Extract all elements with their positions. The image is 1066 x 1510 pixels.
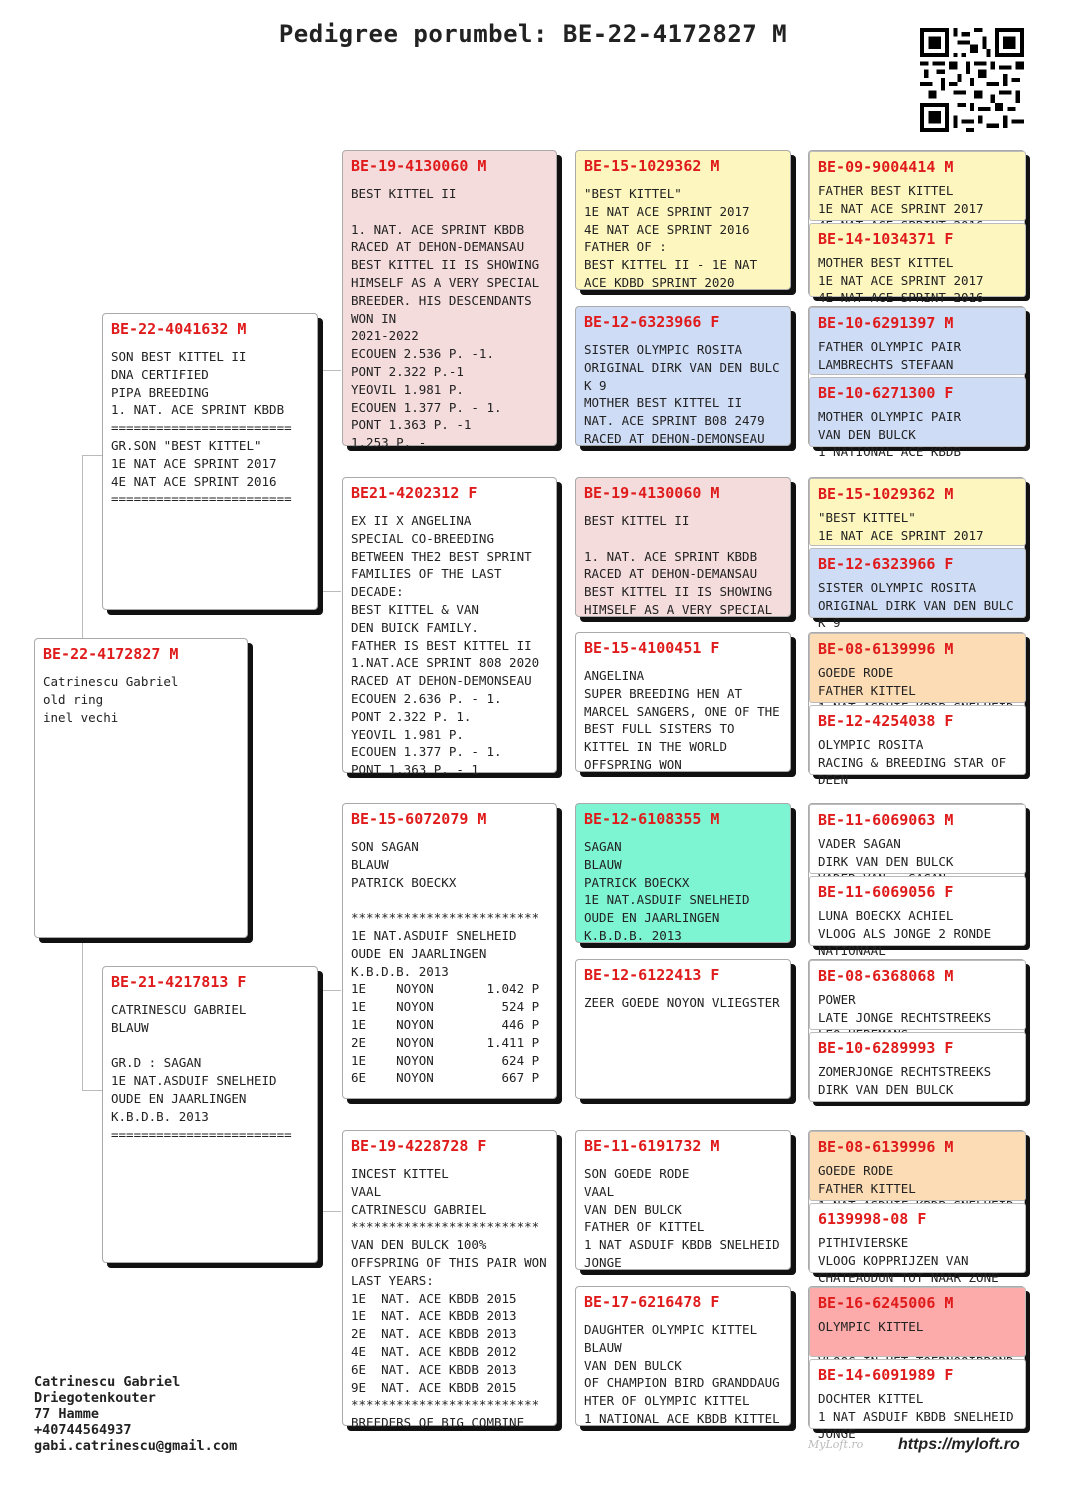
pigeon-notes: VADER SAGAN DIRK VAN DEN BULCK xyxy=(818,836,954,869)
ring-number: BE-19-4130060 M xyxy=(584,484,720,502)
connector xyxy=(82,940,83,1090)
pigeon-notes: FATHER BEST KITTEL 1E NAT ACE SPRINT 2017 xyxy=(818,183,984,216)
ring-number: BE-14-6091989 F xyxy=(818,1366,954,1384)
gen4-card[interactable] xyxy=(809,804,1026,874)
pigeon-notes: INCEST KITTEL VAAL CATRINESCU GABRIEL ************************* VAN DEN BULCK 100% OFFSPRING OF THIS PAIR WON LAST YEARS: 1E NAT. ACE KBDB 2015 1E NAT. ACE KBDB 2013 2E NAT. ACE KBDB 2013 4E NAT. ACE KBDB 2012 6E NAT. ACE KBDB 2013 9E NAT. ACE KBDB 2015 ************************* BREEDERS OF BIG COMBINE xyxy=(351,1166,547,1431)
ring-number: BE-15-1029362 M xyxy=(818,485,954,503)
great-grandparent-card[interactable] xyxy=(575,1130,791,1270)
pigeon-notes: GOEDE RODE FATHER KITTEL xyxy=(818,665,916,698)
ring-number: BE-22-4041632 M xyxy=(111,320,247,338)
gen4-card[interactable] xyxy=(809,1203,1026,1285)
pigeon-notes: GOEDE RODE FATHER KITTEL xyxy=(818,1163,916,1196)
pigeon-notes: ZOMERJONGE RECHTSTREEKS DIRK VAN DEN BULCK xyxy=(818,1064,992,1097)
pigeon-notes: PITHIVIERSKE VLOOG KOPPRIJZEN VAN CHATEAUDUN TOT NAAR ZONE xyxy=(818,1235,999,1285)
ring-number: BE-15-1029362 M xyxy=(584,157,720,175)
gen4-card[interactable] xyxy=(809,876,1026,958)
grandparent-card[interactable] xyxy=(342,150,557,451)
ring-number: BE-11-6069063 M xyxy=(818,811,954,829)
gen4-card[interactable] xyxy=(809,705,1026,787)
ring-number: BE-12-6122413 F xyxy=(584,966,720,984)
connector xyxy=(82,1090,102,1091)
connector xyxy=(82,455,102,456)
gen4-card[interactable] xyxy=(809,1131,1026,1201)
ring-number: BE-19-4228728 F xyxy=(351,1137,487,1155)
pigeon-notes: MOTHER BEST KITTEL 1E NAT ACE SPRINT 2017 4E NAT ACE SPRINT 2016 xyxy=(818,255,984,305)
ring-number: BE-21-4217813 F xyxy=(111,973,247,991)
pigeon-notes: LUNA BOECKX ACHIEL VLOOG ALS JONGE 2 RONDE NATIONAAL xyxy=(818,908,992,958)
ring-number: 6139998-08 F xyxy=(818,1210,927,1228)
gen4-card[interactable] xyxy=(809,548,1026,630)
pigeon-notes: SON BEST KITTEL II DNA CERTIFIED PIPA BREEDING 1. NAT. ACE SPRINT KBDB ======================== GR.SON "BEST KITTEL" 1E NAT ACE SPRINT 2017 4E NAT ACE SPRINT 2016 ======================== xyxy=(111,349,292,507)
great-grandparent-card[interactable] xyxy=(575,959,791,1099)
pigeon-notes: POWER LATE JONGE RECHTSTREEKS xyxy=(818,992,992,1025)
ring-number: BE-12-6323966 F xyxy=(818,555,954,573)
gen4-card[interactable] xyxy=(809,1359,1026,1441)
myloft-logo: MyLoft.ro xyxy=(808,1438,864,1451)
ring-number: BE-15-6072079 M xyxy=(351,810,487,828)
gen4-group xyxy=(808,632,1025,787)
great-grandparent-card[interactable] xyxy=(575,306,791,446)
pigeon-notes: SISTER OLYMPIC ROSITA ORIGINAL DIRK VAN DEN BULC K 9 MOTHER BEST KITTEL II NAT. ACE SPRINT B08 2479 RACED AT DEHON-DEMONSEAU xyxy=(584,342,780,446)
ring-number: BE-10-6271300 F xyxy=(818,384,954,402)
gen4-card[interactable] xyxy=(809,377,1026,459)
ring-number: BE-12-6108355 M xyxy=(584,810,720,828)
ring-number: BE-09-9004414 M xyxy=(818,158,954,176)
pigeon-notes: SON SAGAN BLAUW PATRICK BOECKX ************************* 1E NAT.ASDUIF SNELHEID OUDE EN JAARLINGEN K.B.D.B. 2013 1E NOYON 1.042 P 1E NOYON 524 P 1E NOYON 446 P 2E NOYON 1.411 P 1E NOYON 624 P 6E NOYON 667 P xyxy=(351,839,540,1086)
subject-card[interactable] xyxy=(34,638,248,938)
pigeon-notes: OLYMPIC KITTEL xyxy=(818,1319,924,1334)
ring-number: BE-17-6216478 F xyxy=(584,1293,720,1311)
pigeon-notes: ZEER GOEDE NOYON VLIEGSTER xyxy=(584,995,780,1010)
ring-number: BE-19-4130060 M xyxy=(351,157,487,175)
pigeon-notes: CATRINESCU GABRIEL BLAUW GR.D : SAGAN 1E NAT.ASDUIF SNELHEID OUDE EN JAARLINGEN K.B.D.B. 2013 ======================== xyxy=(111,1002,292,1142)
grandparent-card[interactable] xyxy=(342,1130,557,1431)
pigeon-notes: SISTER OLYMPIC ROSITA ORIGINAL DIRK VAN DEN BULC K 9 xyxy=(818,580,1014,630)
ring-number: BE-11-6191732 M xyxy=(584,1137,720,1155)
pigeon-notes: "BEST KITTEL" 1E NAT ACE SPRINT 2017 4E NAT ACE SPRINT 2016 FATHER OF : BEST KITTEL II - 1E NAT ACE KDBD SPRINT 2020 xyxy=(584,186,758,290)
gen4-group xyxy=(808,150,1025,305)
gen4-card[interactable] xyxy=(809,1032,1026,1102)
parent-card-father[interactable] xyxy=(102,313,318,610)
qr-code xyxy=(920,28,1024,132)
ring-number: BE-10-6291397 M xyxy=(818,314,954,332)
connector xyxy=(82,455,83,640)
ring-number: BE-08-6139996 M xyxy=(818,1138,954,1156)
ring-number: BE-14-1034371 F xyxy=(818,230,954,248)
gen4-group xyxy=(808,803,1025,958)
gen4-card[interactable] xyxy=(809,223,1026,305)
ring-number: BE-15-4100451 F xyxy=(584,639,720,657)
pigeon-notes: Catrinescu Gabriel old ring inel vechi xyxy=(43,674,179,725)
great-grandparent-card[interactable] xyxy=(575,477,791,617)
pigeon-notes: DAUGHTER OLYMPIC KITTEL BLAUW VAN DEN BULCK OF CHAMPION BIRD GRANDDAUG HTER OF OLYMPIC KITTEL 1 NATIONAL ACE KBDB KITTEL xyxy=(584,1322,780,1426)
ring-number: BE-08-6368068 M xyxy=(818,967,954,985)
gen4-group xyxy=(808,1130,1025,1285)
gen4-group xyxy=(808,477,1025,630)
great-grandparent-card[interactable] xyxy=(575,150,791,290)
pigeon-notes: FATHER OLYMPIC PAIR LAMBRECHTS STEFAAN xyxy=(818,339,961,372)
pigeon-notes: OLYMPIC ROSITA RACING & BREEDING STAR OF DEEN xyxy=(818,737,1007,787)
connector xyxy=(320,370,341,592)
ring-number: BE-22-4172827 M xyxy=(43,645,179,663)
gen4-card[interactable] xyxy=(809,1287,1026,1357)
page-title: Pedigree porumbel: BE-22-4172827 M xyxy=(278,20,788,48)
pigeon-notes: SON GOEDE RODE VAAL VAN DEN BULCK FATHER OF KITTEL 1 NAT ASDUIF KBDB SNELHEID JONGE xyxy=(584,1166,780,1270)
parent-card-mother[interactable] xyxy=(102,966,318,1263)
gen4-card[interactable] xyxy=(809,307,1026,375)
connector xyxy=(320,990,341,1212)
ring-number: BE-16-6245006 M xyxy=(818,1294,954,1312)
pigeon-notes: MOTHER OLYMPIC PAIR VAN DEN BULCK 1 NATIONAL ACE KBDB xyxy=(818,409,961,459)
gen4-card[interactable] xyxy=(809,633,1026,703)
pigeon-notes: DOCHTER KITTEL 1 NAT ASDUIF KBDB SNELHEID JONGE xyxy=(818,1391,1014,1441)
ring-number: BE-11-6069056 F xyxy=(818,883,954,901)
ring-number: BE-12-6323966 F xyxy=(584,313,720,331)
ring-number: BE-08-6139996 M xyxy=(818,640,954,658)
pigeon-notes: BEST KITTEL II 1. NAT. ACE SPRINT KBDB RACED AT DEHON-DEMANSAU BEST KITTEL II IS SHOWING HIMSELF AS A VERY SPECIAL xyxy=(584,513,773,617)
website-link[interactable]: https://myloft.ro xyxy=(898,1436,1020,1453)
pigeon-notes: EX II X ANGELINA SPECIAL CO-BREEDING BETWEEN THE2 BEST SPRINT FAMILIES OF THE LAST DECADE: BEST KITTEL & VAN DEN BUICK FAMILY. FATHER IS BEST KITTEL II 1.NAT.ACE SPRINT 808 2020 RACED AT DEHON-DEMONSEAU ECOUEN 2.636 P. - 1. PONT 2.322 P. 1. YEOVIL 1.981 P. ECOUEN 1.377 P. - 1. PONT 1.363 P. - 1 xyxy=(351,513,540,778)
owner-contact: Catrinescu Gabriel Driegotenkouter 77 Hamme +40744564937 gabi.catrinescu@gmail.com xyxy=(34,1374,238,1454)
gen4-group xyxy=(808,959,1025,1101)
gen4-group xyxy=(808,1286,1025,1441)
gen4-card[interactable] xyxy=(809,478,1026,546)
pigeon-notes: BEST KITTEL II 1. NAT. ACE SPRINT KBDB RACED AT DEHON-DEMANSAU BEST KITTEL II IS SHOWING HIMSELF AS A VERY SPECIAL BREEDER. HIS DESCENDANTS WON IN 2021-2022 ECOUEN 2.536 P. -1. PONT 2.322 P.-1 YEOVIL 1.981 P. ECOUEN 1.377 P. - 1. PONT 1.363 P. -1 1.253 P. - xyxy=(351,186,540,451)
ring-number: BE-12-4254038 F xyxy=(818,712,954,730)
gen4-card[interactable] xyxy=(809,960,1026,1030)
grandparent-card[interactable] xyxy=(342,803,557,1099)
great-grandparent-card[interactable] xyxy=(575,803,791,943)
grandparent-card[interactable] xyxy=(342,477,557,778)
gen4-card[interactable] xyxy=(809,151,1026,221)
great-grandparent-card[interactable] xyxy=(575,1286,791,1426)
gen4-group xyxy=(808,306,1025,459)
pigeon-notes: "BEST KITTEL" 1E NAT ACE SPRINT 2017 xyxy=(818,510,984,543)
ring-number: BE21-4202312 F xyxy=(351,484,478,502)
great-grandparent-card[interactable] xyxy=(575,632,791,772)
pigeon-notes: ANGELINA SUPER BREEDING HEN AT MARCEL SANGERS, ONE OF THE BEST FULL SISTERS TO KITTEL IN THE WORLD OFFSPRING WON xyxy=(584,668,780,772)
pigeon-notes: SAGAN BLAUW PATRICK BOECKX 1E NAT.ASDUIF SNELHEID OUDE EN JAARLINGEN K.B.D.B. 2013 xyxy=(584,839,750,943)
ring-number: BE-10-6289993 F xyxy=(818,1039,954,1057)
